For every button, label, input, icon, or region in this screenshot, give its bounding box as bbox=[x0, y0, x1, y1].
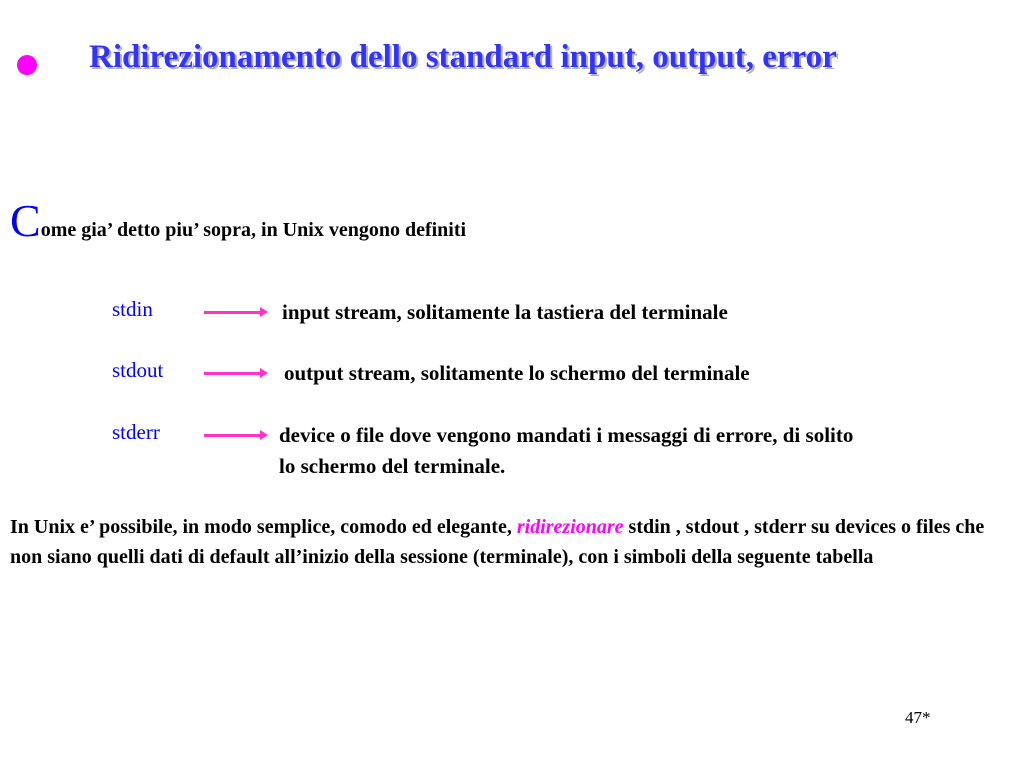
intro-initial: C bbox=[10, 195, 41, 246]
definition-description bbox=[279, 420, 853, 482]
definition-term: stdout bbox=[112, 358, 164, 382]
definition-term: stdin bbox=[112, 297, 153, 321]
intro-line bbox=[10, 195, 467, 246]
definition-stderr bbox=[112, 420, 1012, 490]
definition-description-line2: lo schermo del terminale. bbox=[279, 454, 506, 478]
definition-stdout bbox=[112, 358, 1012, 428]
page-number: 47* bbox=[905, 708, 931, 727]
arrow-right-icon bbox=[204, 311, 262, 314]
definition-stdin bbox=[112, 297, 1012, 367]
arrow-right-icon bbox=[204, 372, 262, 375]
slide-title: Ridirezionamento dello standard input, output, error bbox=[89, 39, 837, 75]
arrow-right-icon bbox=[204, 434, 262, 437]
definition-term: stderr bbox=[112, 420, 160, 444]
definition-description: output stream, solitamente lo schermo del terminale bbox=[284, 361, 750, 385]
definition-description-line1: device o file dove vengono mandati i messaggi di errore, di solito bbox=[279, 423, 854, 447]
paragraph-text-end: stdin , stdout , stderr su devices o files che non siano quelli dati di default all’inizio della sessione (terminale), con i simboli della seguente tabella bbox=[10, 516, 985, 568]
definition-description: input stream, solitamente la tastiera del terminale bbox=[282, 300, 728, 324]
paragraph-text-start: In Unix e’ possibile, in modo semplice, comodo ed elegante, bbox=[10, 516, 517, 538]
title-bullet bbox=[17, 55, 37, 75]
intro-text: ome gia’ detto piu’ sopra, in Unix vengono definiti bbox=[40, 219, 467, 241]
paragraph-emphasis: ridirezionare bbox=[516, 516, 624, 538]
body-paragraph bbox=[10, 512, 1000, 572]
